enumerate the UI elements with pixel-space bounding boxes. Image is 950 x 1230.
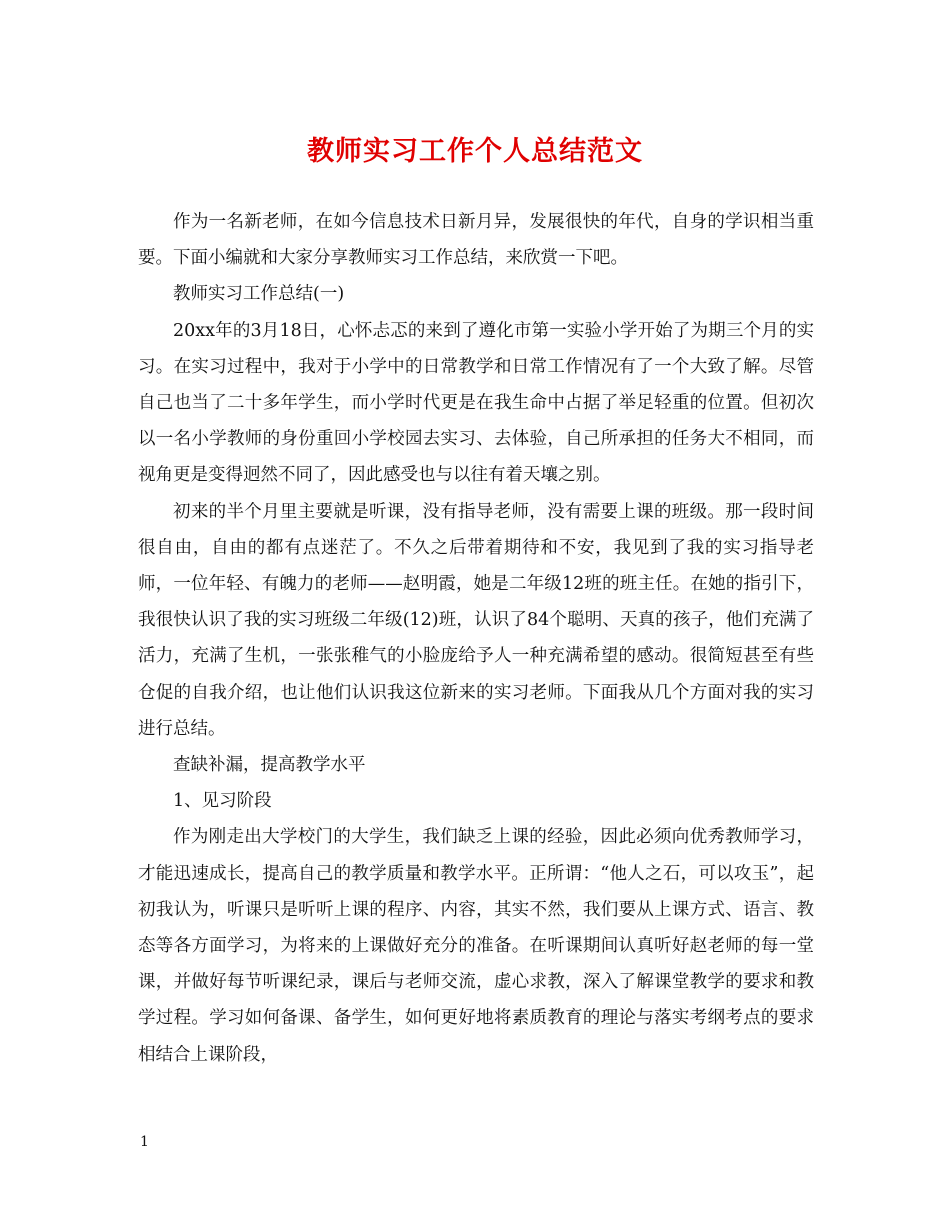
paragraph-observation-stage: 作为刚走出大学校门的大学生，我们缺乏上课的经验，因此必须向优秀教师学习，才能迅速成长，提高自己的教学质量和教学水平。正所谓：“他人之石，可以攻玉”，起初我认为，听课只是听听上课的程序、内容，其实不然，我们要从上课方式、语言、教态等各方面学习，为将来的上课做好充分的准备。在听课期间认真听好赵老师的每一堂课，并做好每节听课纪录，课后与老师交流，虚心求教，深入了解课堂教学的要求和教学过程。学习如何备课、备学生，如何更好地将素质教育的理论与落实考纲考点的要求相结合上课阶段， bbox=[138, 827, 814, 1065]
document-body bbox=[138, 204, 814, 1073]
page-number: 1 bbox=[140, 1134, 149, 1150]
paragraph-first-weeks: 初来的半个月里主要就是听课，没有指导老师，没有需要上课的班级。那一段时间很自由，自由的都有点迷茫了。不久之后带着期待和不安，我见到了我的实习指导老师，一位年轻、有魄力的老师——赵明霞，她是二年级12班的班主任。在她的指引下，我很快认识了我的实习班级二年级(12)班，认识了84个聪明、天真的孩子，他们充满了活力，充满了生机，一张张稚气的小脸庞给予人一种充满希望的感动。很简短甚至有些仓促的自我介绍，也让他们认识我这位新来的实习老师。下面我从几个方面对我的实习进行总结。 bbox=[138, 501, 814, 739]
paragraph-internship-start: 20xx年的3月18日，心怀忐忑的来到了遵化市第一实验小学开始了为期三个月的实习。在实习过程中，我对于小学中的日常教学和日常工作情况有了一个大致了解。尽管自己也当了二十多年学生，而小学时代更是在我生命中占据了举足轻重的位置。但初次以一名小学教师的身份重回小学校园去实习、去体验，自己所承担的任务大不相同，而视角更是变得迥然不同了，因此感受也与以往有着天壤之别。 bbox=[138, 320, 814, 486]
paragraph-section-heading: 教师实习工作总结(一) bbox=[173, 284, 345, 305]
paragraph-stage-heading: 1、见习阶段 bbox=[173, 791, 272, 812]
paragraph-intro: 作为一名新老师，在如今信息技术日新月异，发展很快的年代，自身的学识相当重要。下面小编就和大家分享教师实习工作总结，来欣赏一下吧。 bbox=[138, 212, 814, 269]
paragraph-subheading: 查缺补漏，提高教学水平 bbox=[173, 755, 366, 776]
document-title: 教师实习工作个人总结范文 bbox=[307, 136, 643, 167]
